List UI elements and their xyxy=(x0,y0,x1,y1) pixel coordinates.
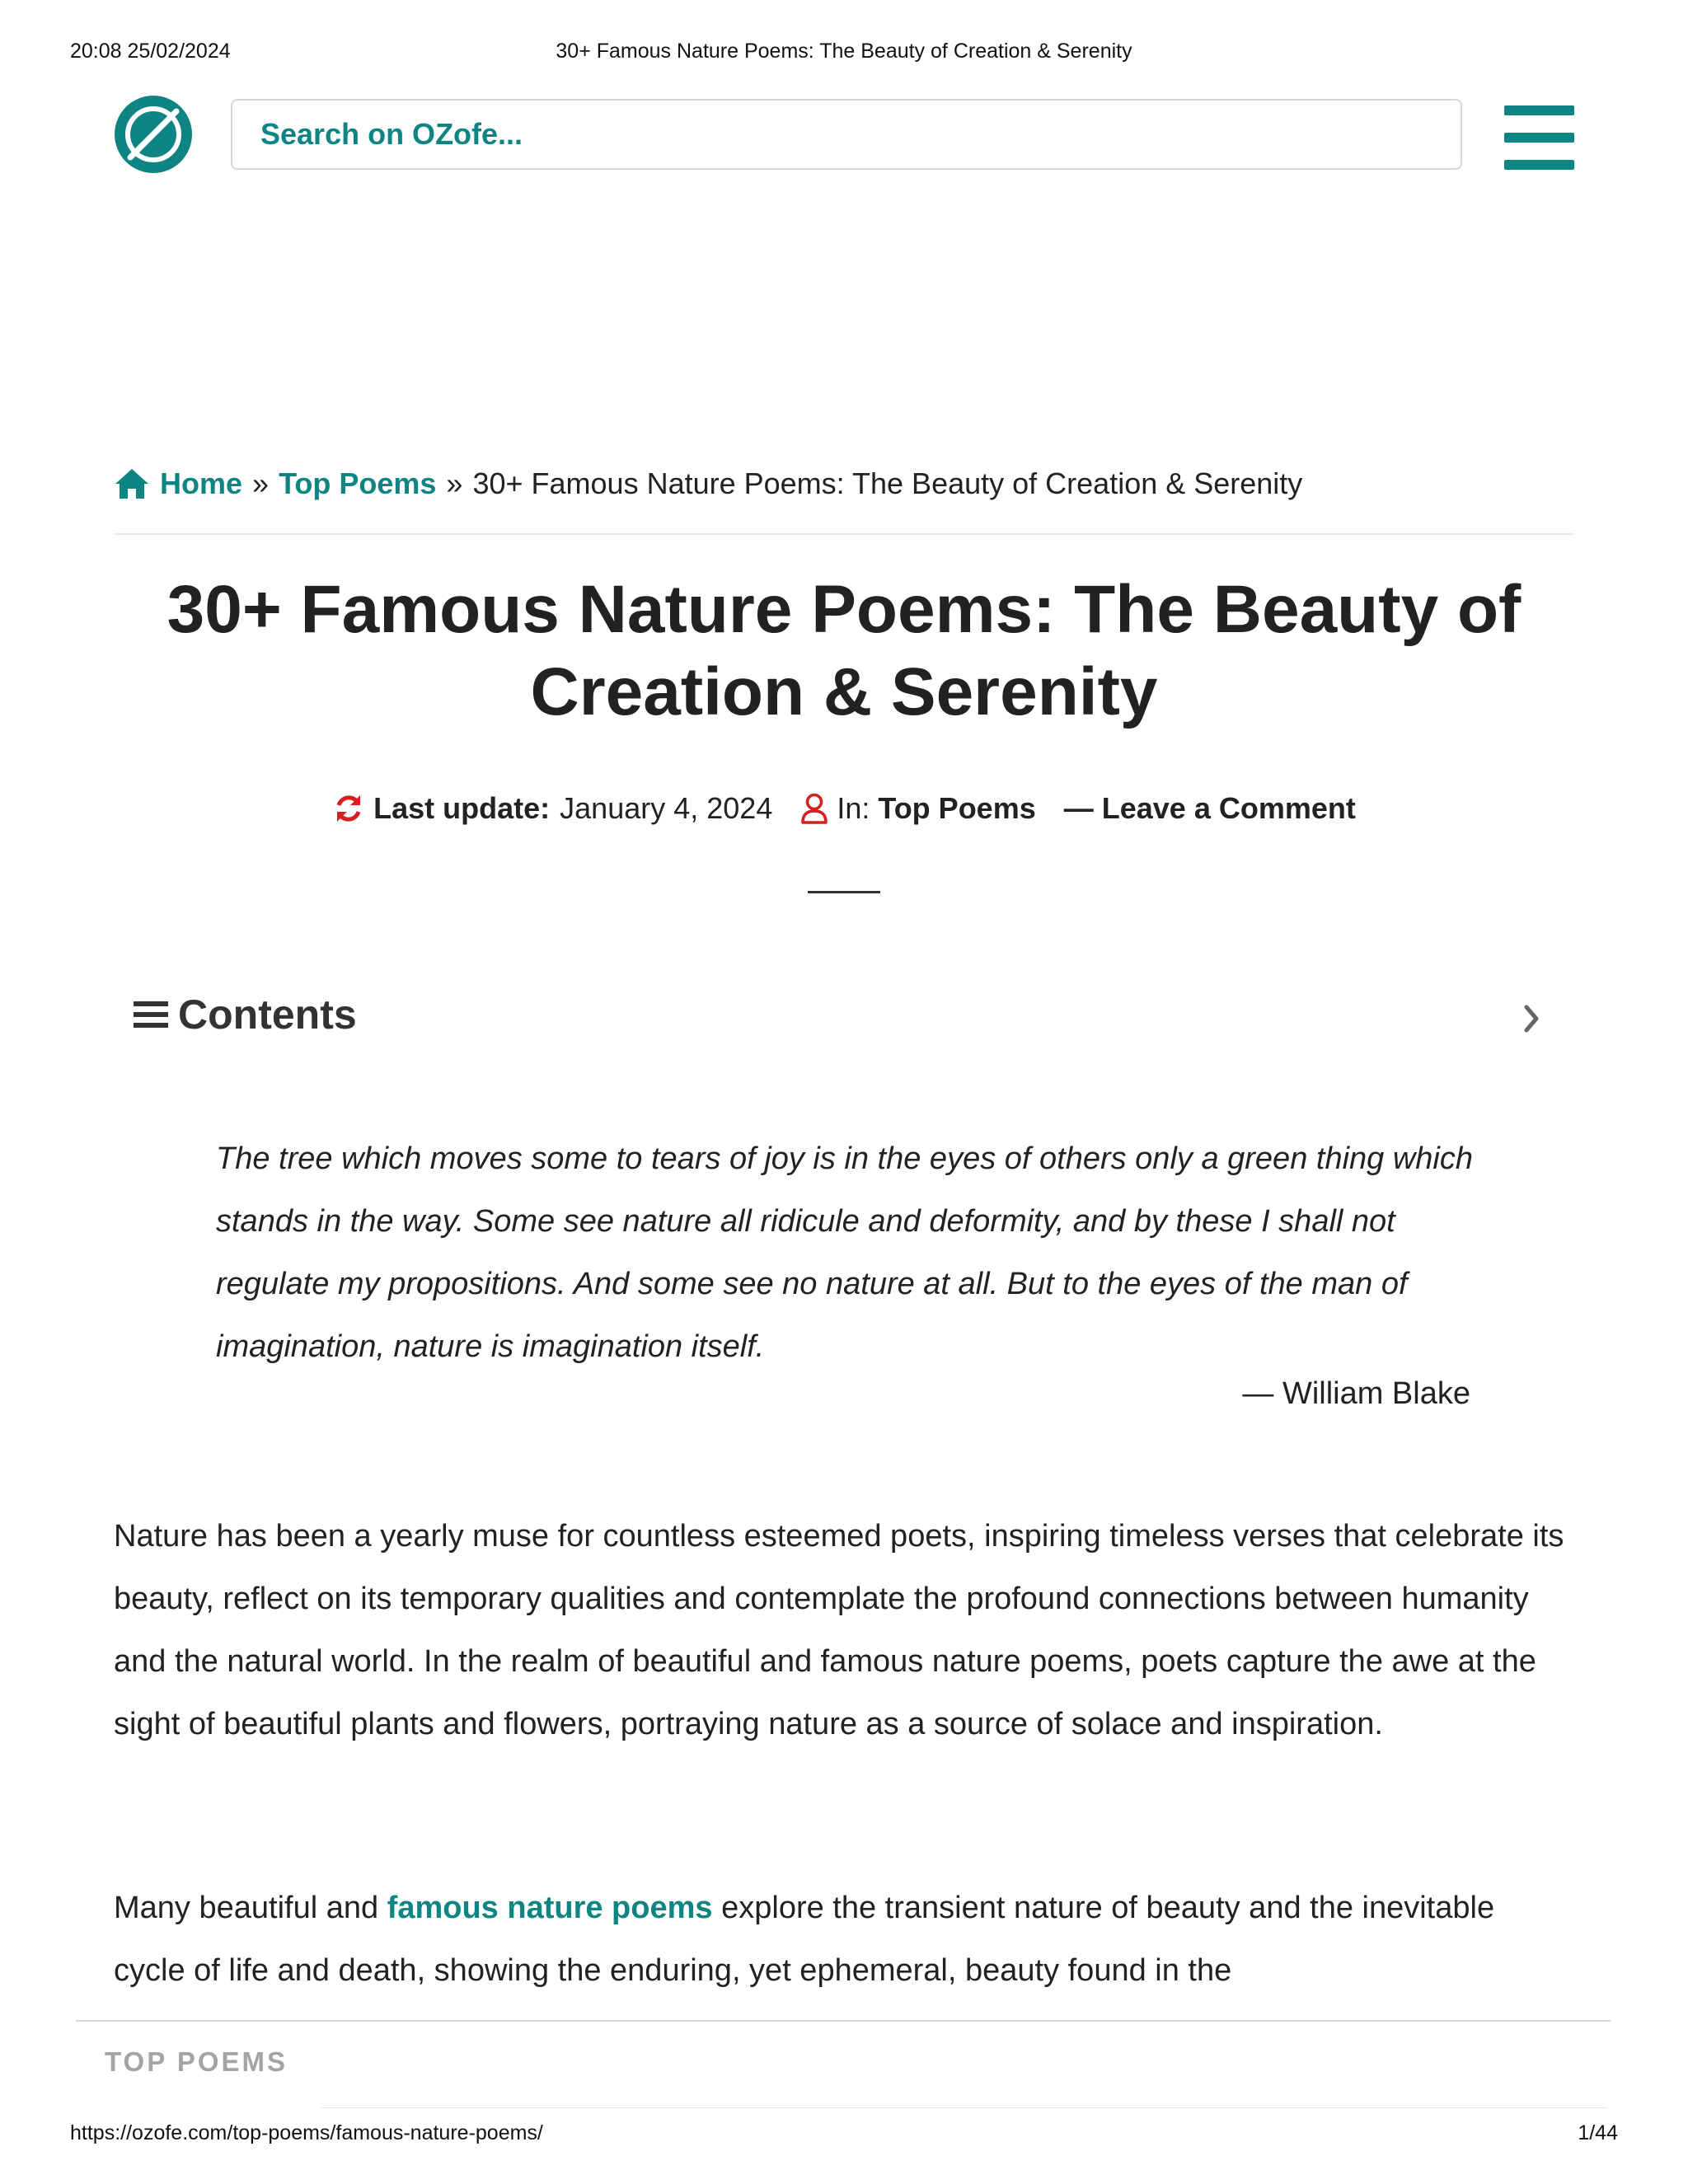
print-footer xyxy=(0,2121,1688,2149)
last-update-date: January 4, 2024 xyxy=(560,791,773,825)
paragraph-text: Many beautiful and xyxy=(114,1891,387,1925)
category-prefix: In: xyxy=(837,791,870,825)
divider xyxy=(808,891,880,893)
ozofe-logo-icon[interactable] xyxy=(114,95,193,174)
blockquote: The tree which moves some to tears of joy is in the eyes of others only a green thing which stands in the way. Some see nature all ridicule and deformity, and by these I shall not regulate my propositions. And some see no nature at all. But to the eyes of the man of imagination, nature is imagination itself. xyxy=(216,1141,1473,1364)
print-page-number: 1/44 xyxy=(1578,2121,1618,2144)
user-icon xyxy=(800,792,828,825)
home-icon xyxy=(114,467,150,500)
quote-attribution: — William Blake xyxy=(1242,1376,1470,1411)
hamburger-menu-icon[interactable] xyxy=(1504,105,1574,170)
category-link[interactable]: Top Poems xyxy=(878,791,1036,825)
breadcrumb-current: 30+ Famous Nature Poems: The Beauty of Creation & Serenity xyxy=(472,466,1303,500)
contents-label: Contents xyxy=(178,991,357,1038)
print-datetime: 20:08 25/02/2024 xyxy=(70,40,231,63)
contents-heading xyxy=(132,991,357,1038)
leave-comment-link[interactable]: — Leave a Comment xyxy=(1063,791,1356,825)
print-header xyxy=(0,40,1688,68)
chevron-right-icon[interactable] xyxy=(1523,1002,1541,1035)
famous-nature-poems-link[interactable]: famous nature poems xyxy=(387,1891,713,1925)
divider xyxy=(76,2020,1611,2022)
breadcrumb-separator: » xyxy=(446,466,463,500)
divider xyxy=(321,2107,1607,2108)
paragraph xyxy=(114,1877,1574,2002)
site-header xyxy=(114,92,1574,180)
list-icon xyxy=(132,998,170,1031)
breadcrumb-category-link[interactable]: Top Poems xyxy=(279,466,437,500)
print-document-title: 30+ Famous Nature Poems: The Beauty of Creation & Serenity xyxy=(556,40,1132,63)
refresh-icon xyxy=(332,792,365,825)
bottom-section-label[interactable]: TOP POEMS xyxy=(105,2046,288,2077)
breadcrumb xyxy=(114,463,1574,504)
divider xyxy=(114,533,1574,535)
breadcrumb-separator: » xyxy=(252,466,270,500)
last-update-label: Last update: xyxy=(373,791,551,825)
table-of-contents-toggle[interactable] xyxy=(132,991,1541,1048)
page-title: 30+ Famous Nature Poems: The Beauty of Creation & Serenity xyxy=(166,572,1522,729)
paragraph-text: explore the transient nature of beauty and the inevitable cycle of life and death, showing the enduring, yet ephemeral, beauty found in the xyxy=(114,1891,1495,1988)
search-input[interactable]: Search on OZofe... xyxy=(231,99,1462,170)
breadcrumb-home-link[interactable]: Home xyxy=(160,466,243,500)
print-url: https://ozofe.com/top-poems/famous-nature-poems/ xyxy=(70,2121,543,2144)
article-meta xyxy=(0,788,1688,829)
paragraph: Nature has been a yearly muse for countless esteemed poets, inspiring timeless verses that celebrate its beauty, reflect on its temporary qualities and contemplate the profound connections between humanity and the natural world. In the realm of beautiful and famous nature poems, poets capture the awe at the sight of beautiful plants and flowers, portraying nature as a source of solace and inspiration. xyxy=(114,1519,1564,1741)
